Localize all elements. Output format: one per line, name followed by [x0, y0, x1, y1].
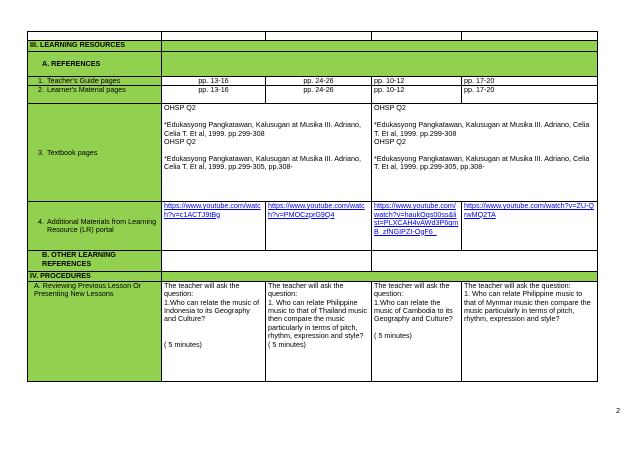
section-title-learning-resources: III. LEARNING RESOURCES: [28, 41, 162, 52]
tg-pages-1: pp. 13-16: [162, 77, 266, 86]
other-references-row: [28, 251, 598, 272]
reviewing-label: A. Reviewing Previous Lesson Or Presenting New Lessons: [28, 281, 162, 381]
other-references-label: B. OTHER LEARNING REFERENCES: [28, 251, 162, 272]
section-fill: [162, 41, 598, 52]
teachers-guide-label: Teacher's Guide pages: [47, 76, 121, 85]
link-cell-3: [372, 202, 462, 251]
tg-pages-4: pp. 17-20: [462, 77, 598, 86]
section-fill: [162, 52, 598, 77]
additional-materials-row: [28, 202, 598, 251]
textbook-cell-b: OHSP Q2 *Edukasyong Pangkatawan, Kalusugan at Musika III. Adriano, Celia T. Et al, 1999. pp.299-308 OHSP Q2 *Edukasyong Pangkatawan, Kalusugan at Musika III. Adriano, Celia T. Et al, 1999. pp.299-305, pp.308-: [372, 104, 598, 202]
lesson-plan-table: [27, 31, 598, 382]
textbook-label: Textbook pages: [47, 147, 98, 157]
textbook-label-cell: [28, 104, 162, 202]
learners-material-label-cell: [28, 86, 162, 104]
reviewing-cell-2: The teacher will ask the question: 1. Who can relate Philippine music to that of Thailand music then compare the music particularly in terms of pitch, rhythm, expression and style? ( 5 minutes): [266, 281, 372, 381]
blank-cell: [162, 251, 372, 272]
lm-pages-3: pp. 10-12: [372, 86, 462, 104]
additional-materials-label-cell: [28, 202, 162, 251]
teachers-guide-label-cell: [28, 77, 162, 86]
learners-material-row: [28, 86, 598, 104]
tg-pages-3: pp. 10-12: [372, 77, 462, 86]
references-label: A. REFERENCES: [28, 52, 162, 77]
item-number: 1.: [38, 76, 44, 85]
link-cell-4: [462, 202, 598, 251]
reviewing-cell-3: The teacher will ask the question: 1.Who can relate the music of Cambodia to its Geography and Culture? ( 5 minutes): [372, 281, 462, 381]
blank-cell: [162, 32, 266, 41]
link-cell-1: [162, 202, 266, 251]
blank-cell: [462, 32, 598, 41]
link-cell-2: [266, 202, 372, 251]
youtube-link-1[interactable]: https://www.youtube.com/watch?v=c1ACTJ9tBg: [164, 201, 261, 219]
lm-pages-1: pp. 13-16: [162, 86, 266, 104]
youtube-link-2[interactable]: https://www.youtube.com/watch?v=PMOCzprG9Q4: [268, 201, 365, 219]
references-row: [28, 52, 598, 77]
section-fill: [162, 272, 598, 281]
blank-cell: [372, 32, 462, 41]
additional-materials-label: Additional Materials from Learning Resource (LR) portal: [47, 217, 157, 235]
tg-pages-2: pp. 24-26: [266, 77, 372, 86]
blank-cell: [28, 32, 162, 41]
blank-cell: [372, 251, 598, 272]
reviewing-cell-1: The teacher will ask the question: 1.Who can relate the music of Indonesia to its Geography and Culture? ( 5 minutes): [162, 281, 266, 381]
lm-pages-4: pp. 17-20: [462, 86, 598, 104]
reviewing-row: [28, 281, 598, 381]
reviewing-cell-4: The teacher will ask the question: 1. Who can relate Philippine music to that of Mynmar music then compare the music particularly in terms of pitch, rhythm, expression and style?: [462, 281, 598, 381]
blank-cell: [266, 32, 372, 41]
youtube-link-3[interactable]: https://www.youtube.com/watch?v=haukOqs00ss&list=PLXCAH4vAWd3P6qmB_zfNGIPZI-OgF6_: [374, 201, 459, 236]
youtube-link-4[interactable]: https://www.youtube.com/watch?v=ZU-QrwMQ2TA: [464, 201, 595, 219]
learning-resources-header-row: [28, 41, 598, 52]
lm-pages-2: pp. 24-26: [266, 86, 372, 104]
procedures-header-row: [28, 272, 598, 281]
page-number: 2: [616, 406, 621, 415]
learners-material-label: Learner's Material pages: [47, 85, 126, 95]
top-blank-row: [28, 32, 598, 41]
item-number: 4.: [38, 217, 44, 226]
item-number: 2.: [38, 85, 44, 95]
teachers-guide-row: [28, 77, 598, 86]
section-title-procedures: IV. PROCEDURES: [28, 272, 162, 281]
textbook-row: [28, 104, 598, 202]
textbook-cell-a: OHSP Q2 *Edukasyong Pangkatawan, Kalusugan at Musika III. Adriano, Celia T. Et al, 1999. pp.299-308 OHSP Q2 *Edukasyong Pangkatawan, Kalusugan at Musika III. Adriano, Celia T. Et al, 1999. pp.299-305, pp.308-: [162, 104, 372, 202]
item-number: 3.: [38, 147, 44, 157]
